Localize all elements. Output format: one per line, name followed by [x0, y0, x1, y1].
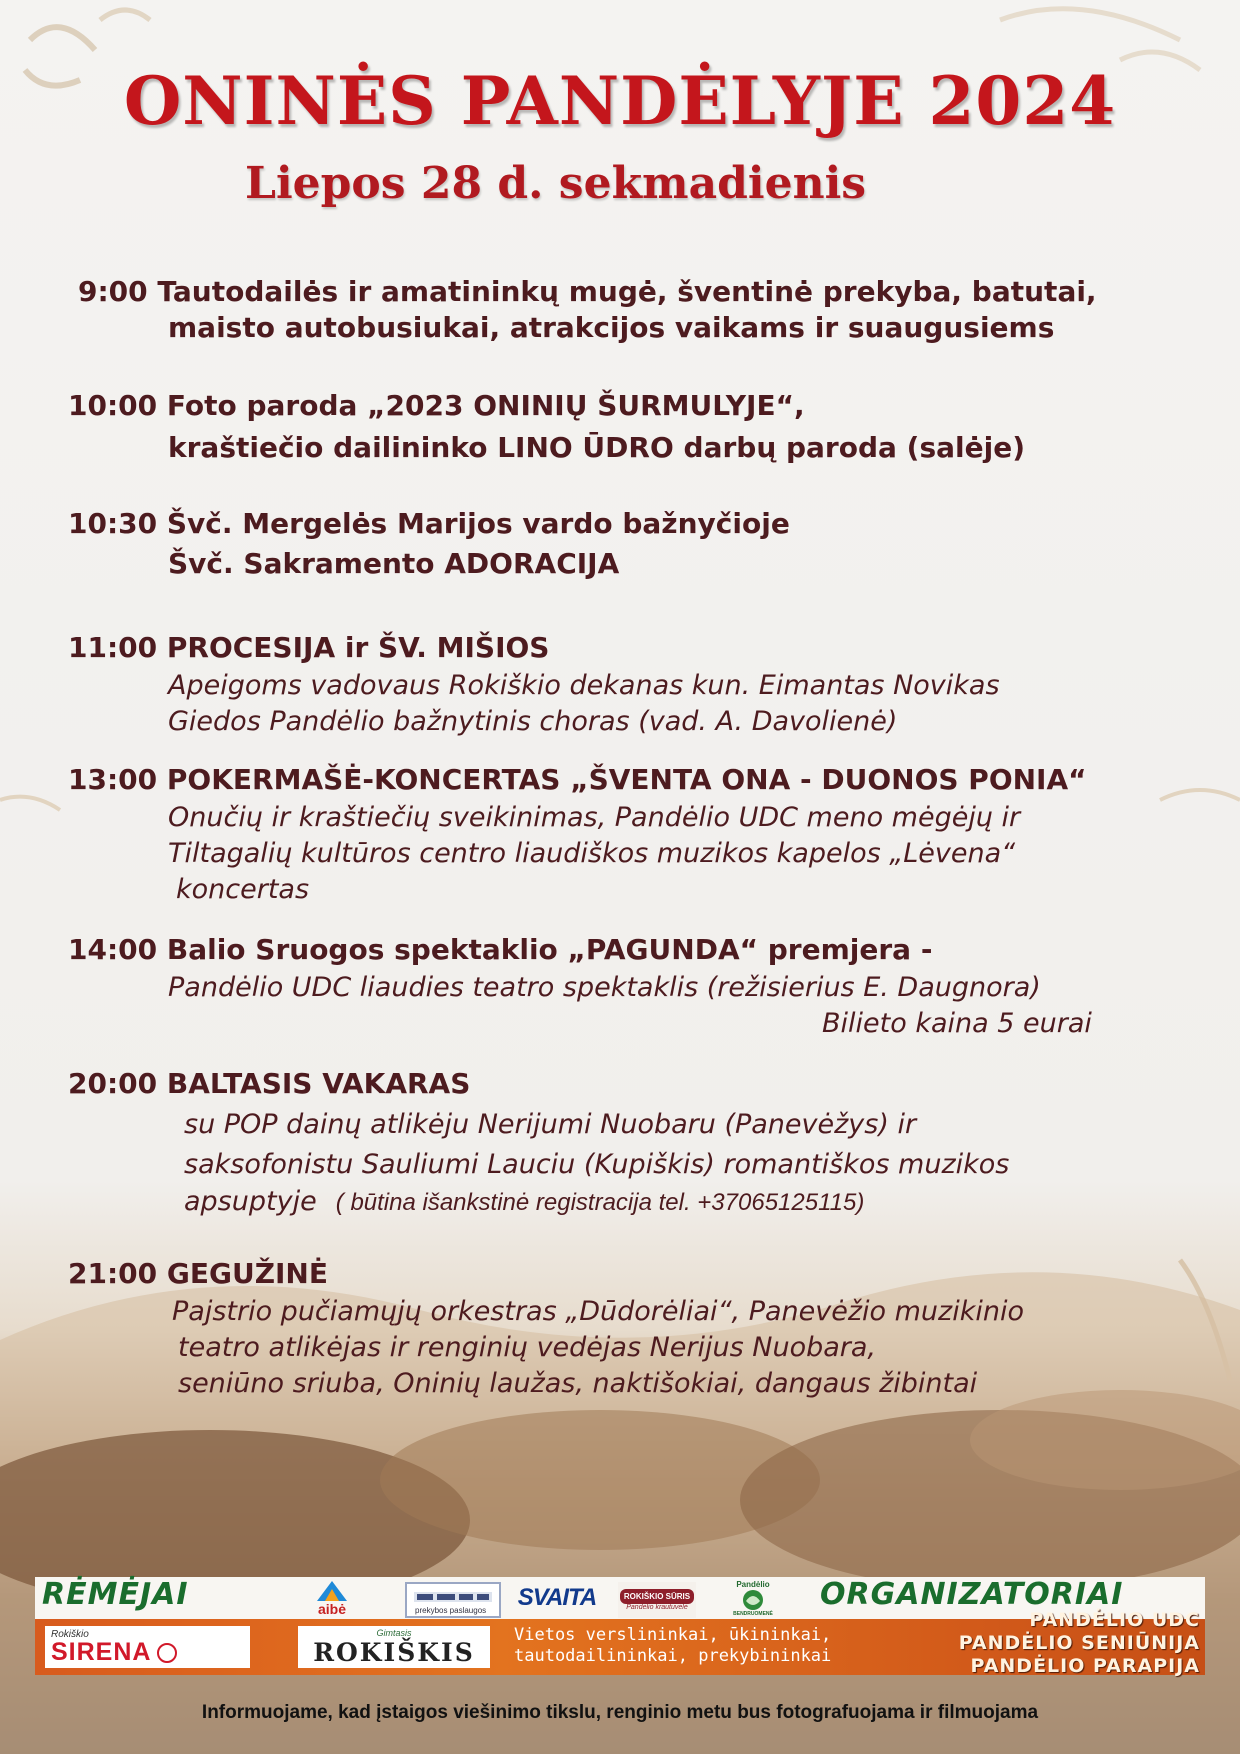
local-line: Vietos verslininkai, ūkininkai, [514, 1625, 832, 1645]
ticket-price: Bilieto kaina 5 eurai [822, 1008, 1092, 1039]
event-line: 10:30 Švč. Mergelės Marijos vardo bažnyčioje [68, 507, 790, 540]
event-detail: Onučių ir kraštiečių sveikinimas, Pandėlio UDC meno mėgėjų ir [168, 802, 1021, 833]
event-detail: Pandėlio UDC liaudies teatro spektaklis (režisierius E. Daugnora) [168, 972, 1041, 1003]
sponsors-label: RĖMĖJAI [42, 1577, 189, 1612]
local-supporters [514, 1625, 832, 1667]
partner-logo: prekybos paslaugos [405, 1582, 501, 1618]
event-detail-row [68, 1184, 1009, 1220]
event-item [68, 1064, 1009, 1220]
organizer-item: PANDĖLIO PARAPIJA [970, 1655, 1200, 1677]
wheat-stroke-icon [0, 797, 60, 810]
event-item [78, 272, 1097, 348]
event-heading: 13:00 POKERMAŠĖ-KONCERTAS „ŠVENTA ONA - DUONOS PONIA“ [68, 763, 1087, 796]
wheat-stroke-icon [30, 27, 95, 50]
local-line: tautodailininkai, prekybininkai [514, 1646, 832, 1666]
event-detail: saksofonistu Sauliumi Lauciu (Kupiškis) romantiškos muzikos [184, 1149, 1010, 1180]
organizer-item: PANDĖLIO UDC [1029, 1609, 1200, 1631]
sirena-emblem-icon [157, 1643, 177, 1663]
event-item [68, 628, 1000, 740]
sirena-logo: Rokiškio SIRENA [45, 1626, 250, 1668]
wheat-stroke-icon [100, 10, 150, 20]
aibe-triangle-icon [315, 1579, 349, 1601]
wheat-stroke-icon [1160, 790, 1240, 800]
event-item [68, 760, 1087, 908]
page-title: ONINĖS PANDĖLYJE 2024 [123, 62, 1117, 140]
event-detail: Giedos Pandėlio bažnytinis choras (vad. A. Davolienė) [168, 706, 898, 737]
pandelio-bendruomene-logo: Pandėlio BENDRUOMENĖ [733, 1579, 773, 1617]
event-line: Švč. Sakramento ADORACIJA [168, 547, 620, 580]
svaita-logo: SVAITA [517, 1584, 597, 1611]
event-detail: koncertas [176, 874, 310, 905]
event-heading: 20:00 BALTASIS VAKARAS [68, 1067, 471, 1100]
event-item [68, 1254, 1024, 1402]
event-detail: teatro atlikėjas ir renginių vedėjas Nerijus Nuobara, [178, 1332, 877, 1363]
registration-note: ( būtina išankstinė registracija tel. +37065125115) [335, 1189, 865, 1216]
filming-notice: Informuojame, kad įstaigos viešinimo tikslu, renginio metu bus fotografuojama ir filmuojama [201, 1702, 1039, 1723]
event-detail: Tiltagalių kultūros centro liaudiškos muzikos kapelos „Lėvena“ [168, 838, 1016, 869]
event-detail: apsuptyje [184, 1186, 317, 1217]
gimtasis-rokiskis-logo: Gimtasis ROKIŠKIS [298, 1626, 490, 1668]
event-line: 10:00 Foto paroda „2023 ONINIŲ ŠURMULYJE“, [68, 389, 805, 422]
event-detail: su POP dainų atlikėju Nerijumi Nuobaru (Panevėžys) ir [184, 1109, 917, 1140]
rokiskio-suris-logo: ROKIŠKIO SŪRIS Pandėlio krautuvėlė [618, 1582, 696, 1618]
organizers-label: ORGANIZATORIAI [820, 1577, 1124, 1612]
event-heading: 14:00 Balio Sruogos spektaklio „PAGUNDA“ premjera - [68, 933, 933, 966]
aibe-logo: aibė [302, 1577, 362, 1619]
organizer-item: PANDĖLIO SENIŪNIJA [958, 1632, 1200, 1654]
wheat-stroke-icon [1000, 9, 1180, 40]
leaf-icon [738, 1589, 768, 1611]
event-line: kraštiečio dailininko LINO ŪDRO darbų paroda (salėje) [168, 431, 1025, 464]
event-detail: seniūno sriuba, Oninių laužas, naktišokiai, dangaus žibintai [178, 1368, 978, 1399]
event-detail: Apeigoms vadovaus Rokiškio dekanas kun. Eimantas Novikas [168, 670, 1000, 701]
event-item [68, 386, 1025, 468]
event-item [68, 504, 790, 584]
event-line: maisto autobusiukai, atrakcijos vaikams ir suaugusiems [168, 311, 1055, 344]
event-detail: Pajstrio pučiamųjų orkestras „Dūdorėliai“, Panevėžio muzikinio [172, 1296, 1024, 1327]
page-subtitle: Liepos 28 d. sekmadienis [245, 158, 867, 209]
event-heading: 21:00 GEGUŽINĖ [68, 1257, 328, 1290]
event-line: 9:00 Tautodailės ir amatininkų mugė, šventinė prekyba, batutai, [78, 275, 1097, 308]
event-heading: 11:00 PROCESIJA ir ŠV. MIŠIOS [68, 631, 550, 664]
event-item [68, 930, 1092, 1042]
